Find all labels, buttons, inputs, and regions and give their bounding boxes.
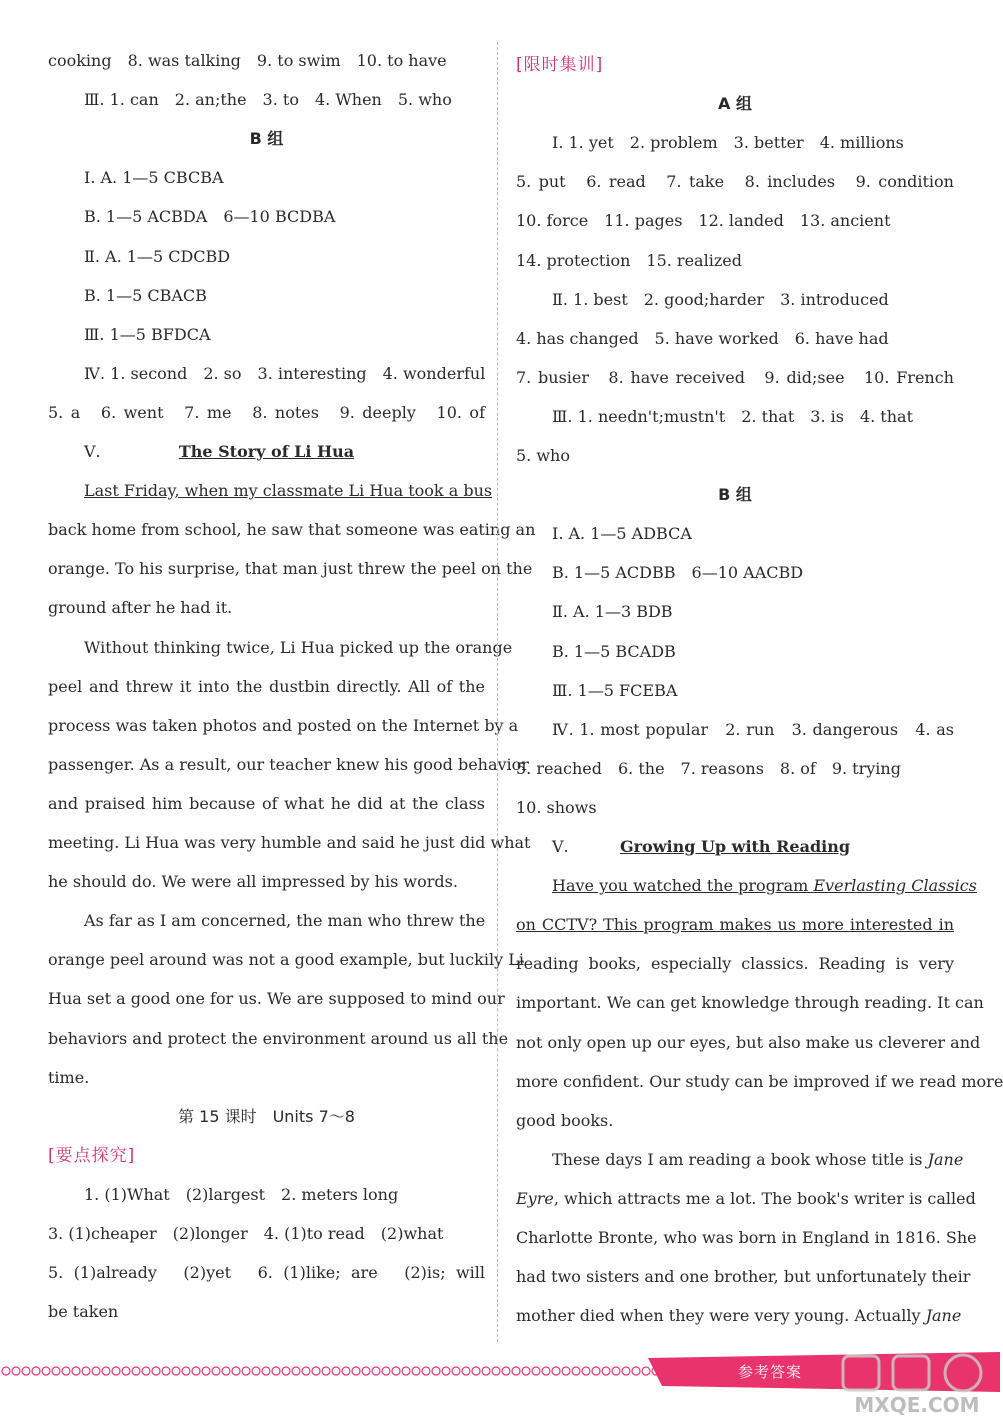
watermark-logo	[835, 1350, 1000, 1420]
right-line: had two sisters and one brother, but unfortunately their	[516, 1267, 971, 1286]
italic-title: Everlasting Classics	[813, 876, 977, 895]
wave-dot	[582, 1367, 590, 1375]
right-line: [限时集训]	[516, 55, 604, 75]
left-line: be taken	[48, 1302, 119, 1321]
left-line: [要点探究]	[48, 1146, 136, 1166]
left-line: time.	[48, 1068, 90, 1087]
wave-dot	[342, 1367, 350, 1375]
wave-dot	[362, 1367, 370, 1375]
footer-wave-border	[0, 1358, 660, 1384]
italic-title: Jane	[927, 1150, 964, 1169]
wave-dot	[212, 1367, 220, 1375]
wave-dot	[22, 1367, 30, 1375]
left-line: Without thinking twice, Li Hua picked up the orange	[84, 638, 513, 657]
left-line: Hua set a good one for us. We are supposed to mind our	[48, 989, 505, 1008]
left-line: As far as I am concerned, the man who threw the	[84, 911, 486, 930]
left-line: Ⅲ. 1—5 BFDCA	[84, 325, 211, 344]
wave-dot	[72, 1367, 80, 1375]
wave-dot	[292, 1367, 300, 1375]
wave-dot	[282, 1367, 290, 1375]
wave-dot	[252, 1367, 260, 1375]
right-line: more confident. Our study can be improved if we read more	[516, 1072, 1003, 1091]
right-line: B. 1—5 BCADB	[552, 642, 676, 661]
left-line: 3. (1)cheaper (2)longer 4. (1)to read (2)what	[48, 1224, 444, 1243]
wave-dot	[192, 1367, 200, 1375]
wave-dot	[622, 1367, 630, 1375]
left-line: B. 1—5 CBACB	[84, 286, 207, 305]
wave-dot	[132, 1367, 140, 1375]
wave-dot	[372, 1367, 380, 1375]
wave-dot	[452, 1367, 460, 1375]
right-line: 5. put 6. read 7. take 8. includes 9. condition	[516, 172, 954, 191]
left-line: he should do. We were all impressed by his words.	[48, 872, 458, 891]
wave-dot	[322, 1367, 330, 1375]
wave-dot	[352, 1367, 360, 1375]
right-line: B. 1—5 ACDBB 6—10 AACBD	[552, 563, 804, 582]
wave-dot	[102, 1367, 110, 1375]
left-line: 5. (1)already (2)yet 6. (1)like; are (2)is; will	[48, 1263, 485, 1282]
wave-dot	[32, 1367, 40, 1375]
left-line: 第 15 课时 Units 7～8	[178, 1107, 355, 1126]
left-line: ground after he had it.	[48, 598, 233, 617]
wave-dot	[402, 1367, 410, 1375]
wave-dot	[272, 1367, 280, 1375]
right-line: mother died when they were very young. Actually Jane	[516, 1306, 962, 1325]
left-line: passenger. As a result, our teacher knew his good behavior	[48, 755, 529, 774]
wave-dot	[432, 1367, 440, 1375]
right-line: 14. protection 15. realized	[516, 251, 742, 270]
wave-dot	[182, 1367, 190, 1375]
wave-dot	[522, 1367, 530, 1375]
wave-dot	[422, 1367, 430, 1375]
italic-title: Jane	[925, 1306, 962, 1325]
wave-dot	[232, 1367, 240, 1375]
left-line: orange peel around was not a good example, but luckily Li	[48, 950, 524, 969]
wave-dot	[592, 1367, 600, 1375]
wave-dot	[382, 1367, 390, 1375]
right-line: B 组	[718, 485, 752, 504]
wave-dot	[412, 1367, 420, 1375]
left-line: Ⅳ. 1. second 2. so 3. interesting 4. wonderful	[84, 364, 486, 383]
wave-dot	[632, 1367, 640, 1375]
wave-dot	[552, 1367, 560, 1375]
wave-dot	[202, 1367, 210, 1375]
wave-dot	[82, 1367, 90, 1375]
wave-dot	[312, 1367, 320, 1375]
left-line: back home from school, he saw that someone was eating an	[48, 520, 536, 539]
left-line: Ⅱ. A. 1—5 CDCBD	[84, 247, 231, 266]
wave-dot	[112, 1367, 120, 1375]
wave-dot	[472, 1367, 480, 1375]
right-line: 10. force 11. pages 12. landed 13. ancient	[516, 211, 891, 230]
right-line: Ⅰ. 1. yet 2. problem 3. better 4. millions	[552, 133, 904, 152]
left-line: cooking 8. was talking 9. to swim 10. to have	[48, 51, 447, 70]
italic-title: Eyre	[516, 1189, 554, 1208]
right-line: 10. shows	[516, 798, 597, 817]
left-line: B 组	[249, 129, 284, 148]
left-essay-title: The Story of Li Hua	[178, 442, 355, 461]
wave-dot	[242, 1367, 250, 1375]
left-line: Ⅰ. A. 1—5 CBCBA	[84, 168, 224, 187]
right-line: These days I am reading a book whose title is Jane	[552, 1150, 964, 1169]
wave-dot	[152, 1367, 160, 1375]
wave-dot	[572, 1367, 580, 1375]
left-line: Ⅴ.	[84, 442, 101, 461]
wave-dot	[512, 1367, 520, 1375]
right-line: Ⅱ. 1. best 2. good;harder 3. introduced	[552, 290, 889, 309]
watermark-text: MXQE.COM	[854, 1393, 980, 1417]
left-line: 5. a 6. went 7. me 8. notes 9. deeply 10. of	[48, 403, 485, 422]
wave-dot	[542, 1367, 550, 1375]
wave-dot	[332, 1367, 340, 1375]
right-line: 5. who	[516, 446, 570, 465]
wave-dot	[612, 1367, 620, 1375]
wave-dot	[392, 1367, 400, 1375]
right-line: Ⅲ. 1. needn't;mustn't 2. that 3. is 4. that	[552, 407, 914, 426]
right-line: Ⅴ.	[552, 837, 569, 856]
wave-dot	[562, 1367, 570, 1375]
wave-dot	[302, 1367, 310, 1375]
left-line: Last Friday, when my classmate Li Hua took a bus	[84, 481, 493, 500]
left-line: behaviors and protect the environment around us all the	[48, 1029, 509, 1048]
wave-dot	[482, 1367, 490, 1375]
right-line: Have you watched the program Everlasting Classics	[552, 876, 977, 895]
wave-dot	[222, 1367, 230, 1375]
right-line: reading books, especially classics. Reading is very	[516, 954, 954, 973]
wave-dot	[502, 1367, 510, 1375]
wave-dot	[442, 1367, 450, 1375]
right-line: Ⅳ. 1. most popular 2. run 3. dangerous 4. as	[552, 720, 954, 739]
left-line: process was taken photos and posted on the Internet by a	[48, 716, 519, 735]
footer-label: 参考答案	[737, 1363, 802, 1381]
left-line: orange. To his surprise, that man just threw the peel on the	[48, 559, 533, 578]
wave-dot	[42, 1367, 50, 1375]
wave-dot	[12, 1367, 20, 1375]
wave-dot	[172, 1367, 180, 1375]
right-line: 5. reached 6. the 7. reasons 8. of 9. trying	[516, 759, 901, 778]
left-line: B. 1—5 ACBDA 6—10 BCDBA	[84, 207, 336, 226]
wave-dot	[492, 1367, 500, 1375]
right-line: Ⅱ. A. 1—3 BDB	[552, 602, 673, 621]
wave-dot	[92, 1367, 100, 1375]
wave-dot	[122, 1367, 130, 1375]
left-line: 1. (1)What (2)largest 2. meters long	[84, 1185, 399, 1204]
left-line: and praised him because of what he did at the class	[48, 794, 485, 813]
wave-dot	[462, 1367, 470, 1375]
wave-dot	[262, 1367, 270, 1375]
wave-dot	[52, 1367, 60, 1375]
right-line: A 组	[718, 94, 752, 113]
right-line: Eyre, which attracts me a lot. The book's writer is called	[516, 1189, 976, 1208]
right-line: Ⅰ. A. 1—5 ADBCA	[552, 524, 692, 543]
right-line: 7. busier 8. have received 9. did;see 10. French	[516, 368, 954, 387]
left-line: meeting. Li Hua was very humble and said he just did what	[48, 833, 531, 852]
right-line: good books.	[516, 1111, 614, 1130]
wave-dot	[532, 1367, 540, 1375]
right-line: 4. has changed 5. have worked 6. have had	[516, 329, 889, 348]
right-line: Ⅲ. 1—5 FCEBA	[552, 681, 678, 700]
wave-dot	[62, 1367, 70, 1375]
right-line: on CCTV? This program makes us more interested in	[516, 915, 954, 934]
wave-dot	[162, 1367, 170, 1375]
wave-dot	[2, 1367, 10, 1375]
right-line: important. We can get knowledge through reading. It can	[516, 993, 984, 1012]
right-line: Charlotte Bronte, who was born in England in 1816. She	[516, 1228, 977, 1247]
wave-dot	[602, 1367, 610, 1375]
left-line: Ⅲ. 1. can 2. an;the 3. to 4. When 5. who	[84, 90, 452, 109]
wave-dot	[142, 1367, 150, 1375]
left-line: peel and threw it into the dustbin directly. All of the	[48, 677, 485, 696]
right-essay-title: Growing Up with Reading	[619, 837, 851, 856]
column-divider	[497, 42, 498, 1342]
right-line: not only open up our eyes, but also make us cleverer and	[516, 1033, 981, 1052]
